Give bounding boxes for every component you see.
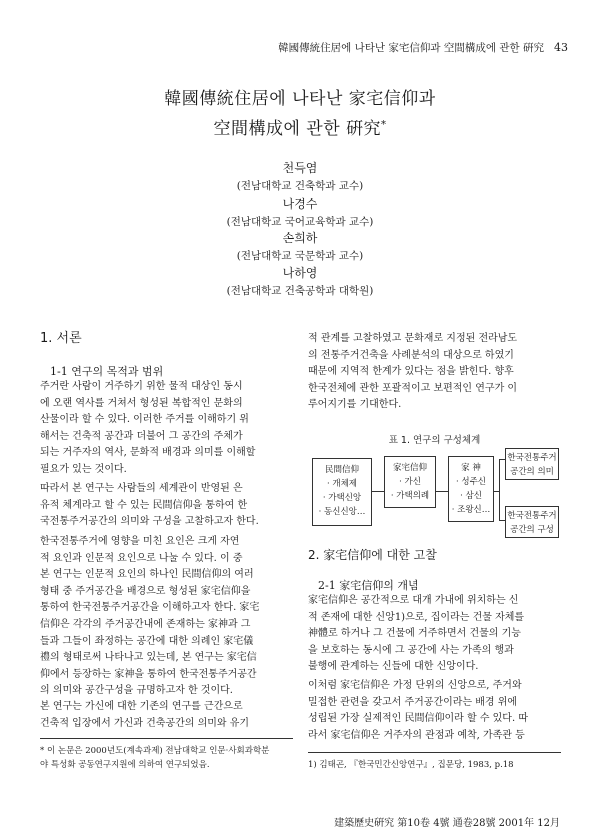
diagram-label: 한국전통주거 (507, 453, 557, 463)
left-paragraph-1: 주거란 사람이 거주하기 위한 물적 대상인 동시 에 오랜 역사를 거쳐서 형성된 복합적인 문화의 산물이라 할 수 있다. 이러한 주거를 이해하기 위 해서는 건축적 공간과 더불어 그 공간의 주체가 되는 거주자의 역사, 문화적 배경과 의미를 이해할 필요가 있는 것이다. (40, 381, 256, 475)
diagram-label: 家宅信仰 (392, 463, 427, 473)
diagram-label: · 가택신앙 (322, 493, 362, 503)
title-line-2 (0, 114, 600, 139)
author-name: 손희하 (282, 231, 318, 245)
diagram-connector (499, 459, 500, 520)
research-structure-diagram (308, 448, 561, 548)
diagram-box-house-gods (448, 456, 494, 522)
diagram-connector (372, 491, 384, 492)
page-number: 43 (554, 41, 568, 54)
author-affiliation: (전남대학교 국어교육학과 교수) (226, 216, 374, 228)
diagram-label: 家 神 (461, 463, 481, 473)
author-block-4 (0, 264, 600, 298)
diagram-label: · 조왕신… (451, 505, 491, 515)
table-caption: 표 1. 연구의 구성체계 (388, 435, 481, 446)
author-block-3 (0, 229, 600, 263)
diagram-label: · 개체제 (326, 479, 358, 489)
right-paragraph-2: 家宅信仰은 공간적으로 대개 가내에 위치하는 신 적 존재에 대한 신앙1)으로, 집이라는 건물 자체를 神體로 하거나 그 건물에 거주하면서 건물의 기능 을 보호하는 동시에 그 공간에 사는 가족의 행과 불행에 관계하는 신들에 대한 신앙이다. (308, 595, 525, 673)
footnote-funding: * 이 논문은 2000년도(계속과제) 전남대학교 인문·사회과학분 야 특성화 공동연구지원에 의하여 연구되었음. (40, 746, 270, 770)
diagram-label: 한국전통주거 (507, 511, 557, 521)
left-paragraph-3: 한국전통주거에 영향을 미친 요인은 크게 자연 적 요인과 인문적 요인으로 나눌 수 있다. 이 중 본 연구는 인문적 요인의 하나인 民間信仰의 여러 형태 중 주거공간을 배경으로 형성된 家宅信仰을 통하여 한국전통주거공간을 이해하고자 한다. 家宅 信仰은 각각의 주거공간내에 존재하는 家神과 그 들과 그들이 좌정하는 공간에 대한 의례인 家宅儀 禮의 형태로써 나타나고 있는데, 본 연구는 家宅信 仰에서 등장하는 家神을 통하여 한국전통주거공간 의 의미와 공간구성을 규명하고자 한 것이다. (40, 536, 260, 697)
section-2-heading: 2. 家宅信仰에 대한 고찰 (308, 548, 437, 562)
author-block-2 (0, 195, 600, 229)
diagram-box-composition (505, 506, 559, 538)
author-block-1 (0, 159, 600, 193)
author-affiliation: (전남대학교 건축학과 교수) (236, 180, 364, 192)
diagram-label: 공간의 구성 (510, 525, 554, 535)
left-paragraph-2: 따라서 본 연구는 사람들의 세계관이 반영된 은 유적 체계라고 할 수 있는 民間信仰을 통하여 한 국전통주거공간의 의미와 구성을 고찰하고자 한다. (40, 483, 259, 528)
author-name: 나경수 (282, 197, 318, 211)
diagram-label: · 가신 (399, 477, 421, 487)
title-line-1: 韓國傳統住居에 나타난 家宅信仰과 (164, 89, 436, 109)
footnote-1: 1) 김태곤, 『한국민간신앙연구』, 집문당, 1983, p.18 (308, 760, 514, 770)
diagram-label: 공간의 의미 (510, 467, 554, 477)
diagram-label: 民間信仰 (324, 465, 359, 475)
right-paragraph-3: 이처럼 家宅信仰은 가정 단위의 신앙으로, 주거와 밀접한 관련을 갖고서 주거공간이라는 배경 위에 성립된 가장 실제적인 民間信仰이라 할 수 있다. 따 라서 家宅信仰은 거주자의 관점과 예착, 가족관 등 (308, 680, 528, 741)
author-name: 천득염 (282, 161, 318, 175)
title-line-2-text: 空間構成에 관한 硏究 (213, 119, 382, 139)
section-1-heading: 1. 서론 (40, 331, 82, 346)
title-footnote-marker: * (381, 119, 387, 131)
running-header (258, 40, 568, 55)
footnote-divider (308, 752, 561, 753)
subsection-1-1-heading: 1-1 연구의 목적과 범위 (50, 365, 164, 378)
left-paragraph-4: 본 연구는 가신에 대한 기존의 연구를 근간으로 건축적 입장에서 가신과 건축공간의 의미와 유기 (40, 701, 250, 729)
author-name: 나하영 (282, 266, 318, 280)
footnote-divider (40, 738, 293, 739)
journal-footer: 建築歷史硏究 第10卷 4號 通卷28號 2001年 12月 (334, 818, 560, 829)
diagram-label: · 가택의례 (390, 491, 430, 501)
running-header-text: 韓國傳統住居에 나타난 家宅信仰과 空間構成에 관한 硏究 (278, 42, 544, 54)
author-affiliation: (전남대학교 건축공학과 대학원) (226, 285, 374, 297)
diagram-box-meaning (505, 448, 559, 480)
diagram-box-folk-belief (312, 458, 372, 526)
diagram-box-house-belief (384, 456, 436, 508)
subsection-2-1-heading: 2-1 家宅信仰의 개념 (318, 579, 419, 592)
right-paragraph-1: 적 관계를 고찰하였고 문화재로 지정된 전라남도 의 전통주거건축을 사례분석의 대상으로 하였기 때문에 지역적 한계가 있다는 점을 밝힌다. 향후 한국전체에 관한 포괄적이고 보편적인 연구가 이 루어지기를 기대한다. (308, 333, 518, 411)
diagram-label: · 동신신앙… (318, 507, 366, 517)
diagram-connector (436, 491, 448, 492)
diagram-label: · 성주신 (455, 477, 487, 487)
diagram-label: · 삼신 (460, 491, 482, 501)
author-affiliation: (전남대학교 국문학과 교수) (236, 250, 364, 262)
